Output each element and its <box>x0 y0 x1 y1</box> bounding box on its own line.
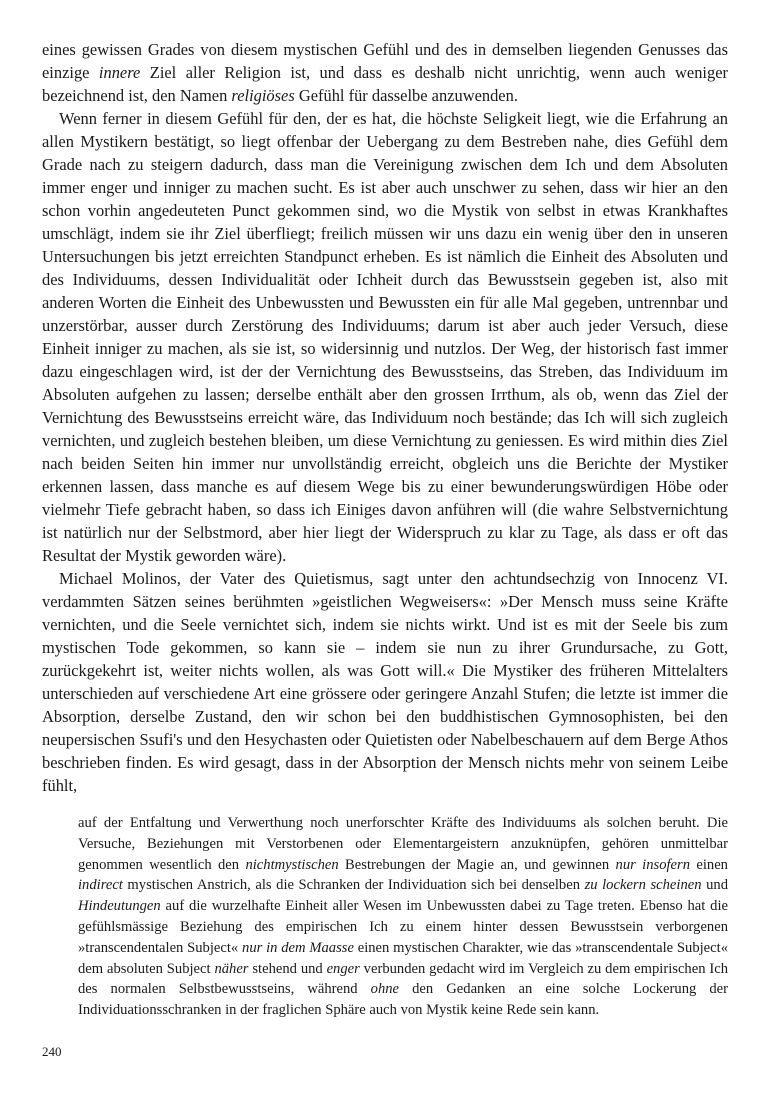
page <box>42 38 728 1021</box>
footnote-text: auf der Entfaltung und Verwerthung noch unerforschter Kräfte des Individuums als solchen beruht. Die Versuche, Beziehungen mit Verstorbenen oder Elementargeistern anzuknüpfen, gehören unmittelbar genommen wesentlich den nichtmystischen Bestrebungen der Magie an, und gewinnen nur insofern einen indirect mystischen Anstrich, als die Schranken der Individuation sich bei denselben zu lockern scheinen und Hindeutungen auf die wurzelhafte Einheit aller Wesen im Unbewussten dabei zu Tage treten. Ebenso hat die gefühlsmässige Beziehung des empirischen Ich zu einem hinter dessen Bewusstsein verborgenen »transcendentalen Subject« nur in dem Maasse einen mystischen Charakter, wie das »transcendentale Subject« dem absoluten Subject näher stehend und enger verbunden gedacht wird im Vergleich zu dem empirischen Ich des normalen Selbstbewusstseins, während ohne den Gedanken an eine solche Lockerung der Individuationsschranken in der fraglichen Sphäre auch von Mystik keine Rede sein kann. <box>78 815 728 1019</box>
main-text <box>42 38 728 797</box>
paragraph-3: Michael Molinos, der Vater des Quietismus, sagt unter den achtundsechzig von Innocenz VI. verdammten Sätzen seines berühmten »geistlichen Wegweisers«: »Der Mensch muss seine Kräfte vernichten, und die Seele vernichtet sich, indem sie nichts wirkt. Und ist es mit der Seele bis zum mystischen Tode gekommen, so kann sie – indem sie nun zu ihrer Grundursache, zu Gott, zurückgekehrt ist, weiter nichts wollen, als was Gott will.« Die Mystiker des früheren Mittelalters unterschieden auf verschiedene Art eine grössere oder geringere Anzahl Stufen; die letzte ist immer die Absorption, derselbe Zustand, den wir schon bei den buddhistischen Gymnosophisten, bei den neupersischen Ssufi's und den Hesychasten oder Quietisten oder Nabelbeschauern auf dem Berge Athos beschrieben finden. Es wird gesagt, dass in der Absorption der Mensch nichts mehr von seinem Leibe fühlt, <box>42 569 728 795</box>
footnote <box>78 813 728 1021</box>
paragraph-2: Wenn ferner in diesem Gefühl für den, der es hat, die höchste Seligkeit liegt, wie die Erfahrung an allen Mystikern bestätigt, so liegt offenbar der Uebergang zu dem Bestreben nahe, dies Gefühl dem Grade nach zu steigern dadurch, dass man die Vereinigung zwischen dem Ich und dem Absoluten immer enger und inniger zu machen sucht. Es ist aber auch unschwer zu sehen, dass wir hier an den schon vorhin angedeuteten Punct gekommen sind, wo die Mystik von selbst in etwas Krankhaftes umschlägt, indem sie ihr Ziel überfliegt; freilich müssen wir uns dazu ein wenig über den in unseren Untersuchungen bis jetzt erreichten Standpunct erheben. Es ist nämlich die Einheit des Absoluten und des Individuums, dessen Individualität oder Ichheit durch das Bewusstsein gegeben ist, also mit anderen Worten die Einheit des Unbewussten und Bewussten ein für alle Mal gegeben, untrennbar und unzerstörbar, ausser durch Zerstörung des Individuums; darum ist aber auch jeder Versuch, diese Einheit inniger zu machen, als sie ist, so widersinnig und nutzlos. Der Weg, der historisch fast immer dazu eingeschlagen wird, ist der der Vernichtung des Bewusstseins, das Streben, das Individuum im Absoluten aufgehen zu lassen; derselbe enthält aber den grossen Irrthum, als ob, wenn das Ziel der Vernichtung des Bewusstseins erreicht wäre, das Individuum noch bestände; das Ich will sich zugleich vernichten, und zugleich bestehen bleiben, um diese Vernichtung zu geniessen. Es wird mithin dies Ziel nach beiden Seiten hin immer nur unvollständig erreicht, obgleich uns die Berichte der Mystiker erkennen lassen, dass manche es auf diesem Wege bis zu einer bewunderungswürdigen Höbe oder vielmehr Tiefe gebracht haben, so dass ich Einiges davon anführen will (die wahre Selbstvernichtung ist natürlich nur der Selbstmord, aber hier liegt der Widerspruch zu klar zu Tage, als dass er oft das Resultat der Mystik geworden wäre). <box>42 109 728 565</box>
page-number: 240 <box>42 1044 62 1059</box>
paragraph-1: eines gewissen Grades von diesem mystischen Gefühl und des in demselben liegenden Genusses das einzige innere Ziel aller Religion ist, und dass es deshalb nicht unrichtig, wenn auch weniger bezeichnend ist, den Namen religiöses Gefühl für dasselbe anzuwenden. <box>42 40 728 105</box>
